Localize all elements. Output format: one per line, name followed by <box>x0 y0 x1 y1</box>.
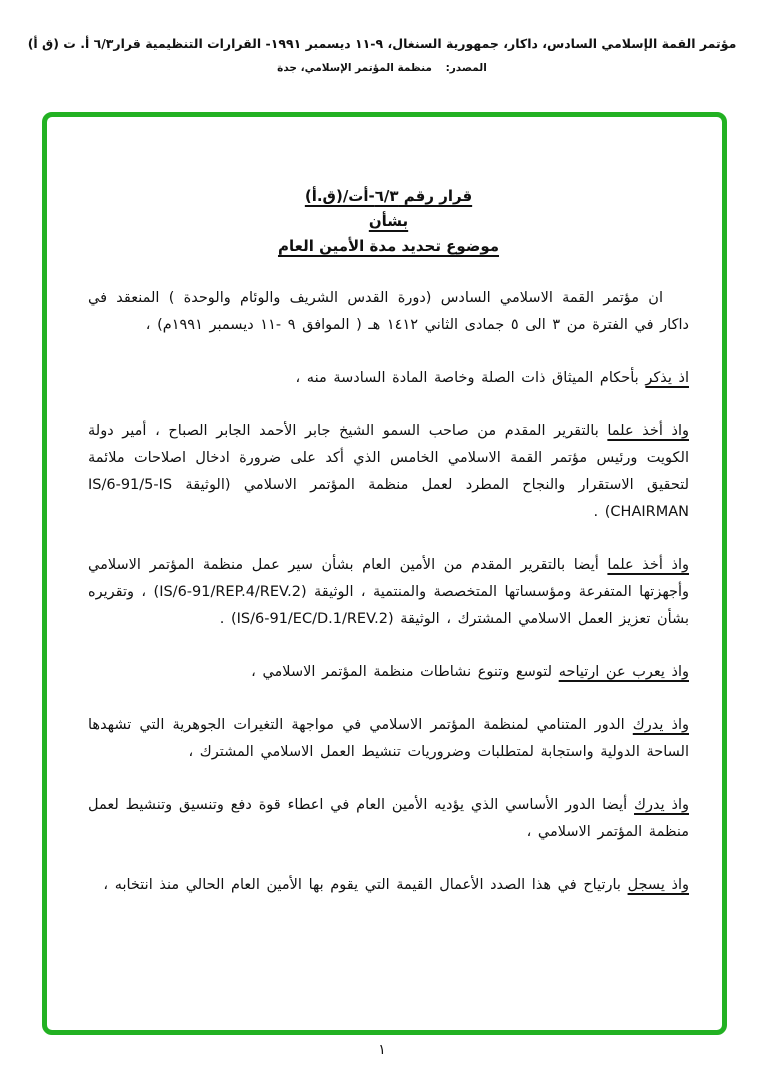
paragraph-lead: واذ أخذ علما <box>607 423 689 439</box>
preamble-paragraph <box>88 712 689 766</box>
preamble-paragraph <box>88 792 689 846</box>
paragraph-text: لتوسع وتنوع نشاطات منظمة المؤتمر الاسلامي ، <box>251 664 559 680</box>
paragraph-text: بأحكام الميثاق ذات الصلة وخاصة المادة السادسة منه ، <box>295 370 646 386</box>
source-value: منظمة المؤتمر الإسلامي، جدة <box>277 62 432 74</box>
document-page <box>42 112 727 1035</box>
source-label: المصدر: <box>445 62 487 74</box>
preamble-paragraph <box>88 552 689 633</box>
paragraph-lead: واذ يعرب عن ارتياحه <box>558 664 689 680</box>
paragraph-lead: اذ يذكر <box>645 370 689 386</box>
resolution-body <box>88 285 689 899</box>
paragraph-lead: واذ يدرك <box>634 797 689 813</box>
opening-paragraph <box>88 285 689 339</box>
page-number: ١ <box>378 1042 386 1058</box>
header-citation: مؤتمر القمة الإسلامي السادس، داكار، جمهورية السنغال، ٩-١١ ديسمبر ١٩٩١- القرارات التنظيمية قرار٦/٣ أ. ت (ق أ) <box>27 36 737 51</box>
preamble-paragraph <box>88 365 689 392</box>
title-line-about: بشأن <box>368 212 409 230</box>
page-header <box>0 36 764 74</box>
paragraph-text: بالتقرير المقدم من صاحب السمو الشيخ جابر الأحمد الجابر الصباح ، أمير دولة الكويت ورئيس مؤتمر القمة الاسلامي الخامس الذي أكد على ضرورة ادخال اصلاحات ملائمة لتحقيق الاستقرار والنجاح المطرد لعمل منظمة المؤتمر الاسلامي (الوثيقة IS/6-91/5-IS CHAIRMAN) . <box>88 423 689 520</box>
paragraph-text: أيضا بالتقرير المقدم من الأمين العام بشأن سير عمل منظمة المؤتمر الاسلامي وأجهزتها المتفرعة ومؤسساتها المتخصصة والمنتمية ، الوثيقة (IS/6-91/REP.4/REV.2) ، وتقريره بشأن تعزيز العمل الاسلامي المشترك ، الوثيقة (IS/6-91/EC/D.1/REV.2) . <box>88 557 690 627</box>
paragraph-text: الدور المتنامي لمنظمة المؤتمر الاسلامي في مواجهة التغيرات الجوهرية التي تشهدها الساحة الدولية واستجابة لمتطلبات وضروريات تنشيط العمل الاسلامي المشترك ، <box>88 717 689 760</box>
paragraph-lead: واذ أخذ علما <box>607 557 689 573</box>
paragraph-lead: واذ يسجل <box>627 877 689 893</box>
title-line-subject: موضوع تحديد مدة الأمين العام <box>277 237 500 255</box>
paragraph-text: بارتياح في هذا الصدد الأعمال القيمة التي يقوم بها الأمين العام الحالي منذ انتخابه ، <box>103 877 628 893</box>
header-source-line <box>0 62 764 74</box>
paragraph-text: أيضا الدور الأساسي الذي يؤديه الأمين العام في اعطاء قوة دفع وتنسيق وتنشيط لعمل منظمة المؤتمر الاسلامي ، <box>88 797 689 840</box>
title-line-number: قرار رقم ٦/٣-أت/(ق.أ) <box>304 187 473 205</box>
preamble-paragraph <box>88 659 689 686</box>
paragraph-lead: واذ يدرك <box>632 717 689 733</box>
page-footer <box>0 1042 764 1058</box>
resolution-title <box>88 184 689 259</box>
paragraph-text: ان مؤتمر القمة الاسلامي السادس (دورة القدس الشريف والوئام والوحدة ) المنعقد في داكار في الفترة من ٣ الى ٥ جمادى الثاني ١٤١٢ هـ ( الموافق ٩ -١١ ديسمبر ١٩٩١م) ، <box>88 290 689 333</box>
preamble-paragraph <box>88 418 689 526</box>
preamble-paragraph <box>88 872 689 899</box>
